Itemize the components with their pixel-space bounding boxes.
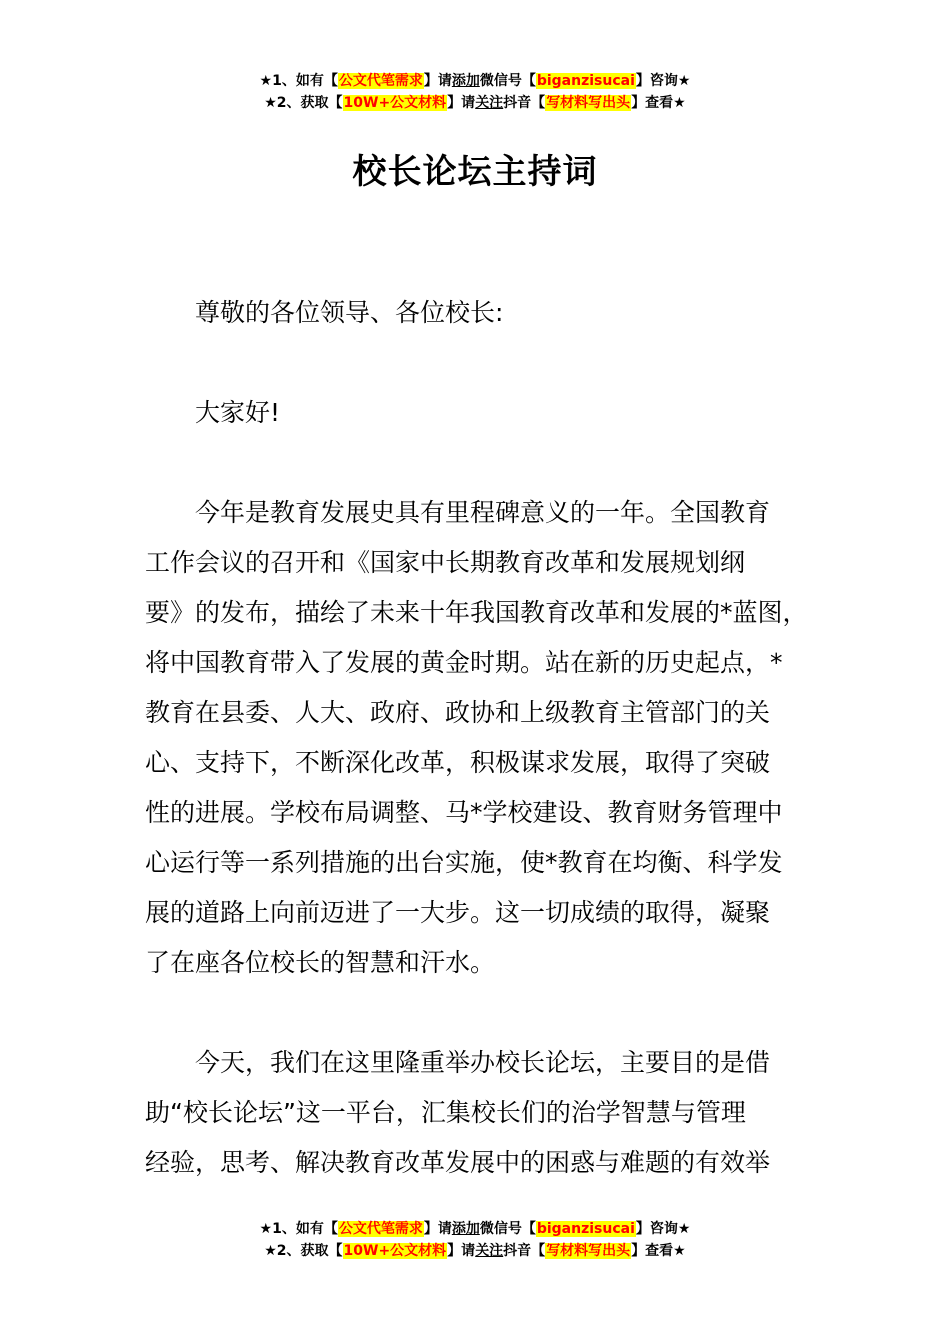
banner-line-1 xyxy=(0,70,950,92)
paragraph-line: 经验，思考、解决教育改革发展中的困惑与难题的有效举 xyxy=(145,1148,771,1177)
paragraph-1 xyxy=(145,488,835,988)
banner-text: 】查看★ xyxy=(631,95,686,111)
banner-highlight-wechat-id: biganzisucai xyxy=(536,1221,635,1237)
banner-underlined-text: 关注 xyxy=(475,95,504,111)
document-title: 校长论坛主持词 xyxy=(352,152,598,192)
banner-highlight: 10W+公文材料 xyxy=(343,95,447,111)
banner-text: 】请 xyxy=(423,73,452,89)
paragraph-2 xyxy=(145,1038,835,1188)
banner-text: ★2、获取【 xyxy=(264,1243,343,1259)
banner-text: ★1、如有【 xyxy=(259,1221,338,1237)
banner-text: 抖音【 xyxy=(503,1243,546,1259)
banner-text: 】查看★ xyxy=(631,1243,686,1259)
banner-text: 】咨询★ xyxy=(635,73,691,89)
banner-text: 】咨询★ xyxy=(635,1221,691,1237)
paragraph-line: 性的进展。学校布局调整、马*学校建设、教育财务管理中 xyxy=(145,798,783,827)
banner-text: ★2、获取【 xyxy=(264,95,343,111)
banner-highlight-douyin: 写材料写出头 xyxy=(546,1243,631,1259)
paragraph-line: 今年是教育发展史具有里程碑意义的一年。全国教育 xyxy=(195,498,771,527)
greeting: 大家好! xyxy=(195,398,281,427)
banner-text: 】请 xyxy=(423,1221,452,1237)
banner-highlight: 10W+公文材料 xyxy=(343,1243,447,1259)
banner-highlight: 公文代笔需求 xyxy=(338,1221,423,1237)
banner-highlight-douyin: 写材料写出头 xyxy=(546,95,631,111)
banner-underlined-text: 关注 xyxy=(475,1243,504,1259)
paragraph-line: 教育在县委、人大、政府、政协和上级教育主管部门的关 xyxy=(145,698,771,727)
banner-highlight-wechat-id: biganzisucai xyxy=(536,73,635,89)
banner-line-2 xyxy=(0,92,950,114)
banner-line-1 xyxy=(0,1218,950,1240)
banner-underlined-text: 添加 xyxy=(451,73,480,89)
document-body xyxy=(145,288,835,1188)
banner-line-2 xyxy=(0,1240,950,1262)
banner-highlight: 公文代笔需求 xyxy=(338,73,423,89)
top-banner xyxy=(0,70,950,114)
banner-text: 】请 xyxy=(447,1243,476,1259)
paragraph-line: 要》的发布，描绘了未来十年我国教育改革和发展的*蓝图， xyxy=(145,598,808,627)
paragraph-line: 心、支持下，不断深化改革，积极谋求发展，取得了突破 xyxy=(145,748,771,777)
bottom-banner xyxy=(0,1218,950,1262)
paragraph-line: 将中国教育带入了发展的黄金时期。站在新的历史起点，* xyxy=(145,648,783,677)
banner-text: 抖音【 xyxy=(503,95,546,111)
paragraph-line: 助“校长论坛”这一平台，汇集校长们的治学智慧与管理 xyxy=(145,1098,746,1127)
salutation: 尊敬的各位领导、各位校长: xyxy=(195,298,504,327)
banner-text: 微信号【 xyxy=(479,1221,536,1237)
paragraph-line: 今天，我们在这里隆重举办校长论坛，主要目的是借 xyxy=(195,1048,771,1077)
banner-text: 】请 xyxy=(447,95,476,111)
banner-text: 微信号【 xyxy=(479,73,536,89)
paragraph-line: 工作会议的召开和《国家中长期教育改革和发展规划纲 xyxy=(145,548,746,577)
paragraph-line: 心运行等一系列措施的出台实施，使*教育在均衡、科学发 xyxy=(145,848,783,877)
banner-text: ★1、如有【 xyxy=(259,73,338,89)
banner-underlined-text: 添加 xyxy=(451,1221,480,1237)
paragraph-line: 了在座各位校长的智慧和汗水。 xyxy=(145,948,496,977)
paragraph-line: 展的道路上向前迈进了一大步。这一切成绩的取得，凝聚 xyxy=(145,898,771,927)
